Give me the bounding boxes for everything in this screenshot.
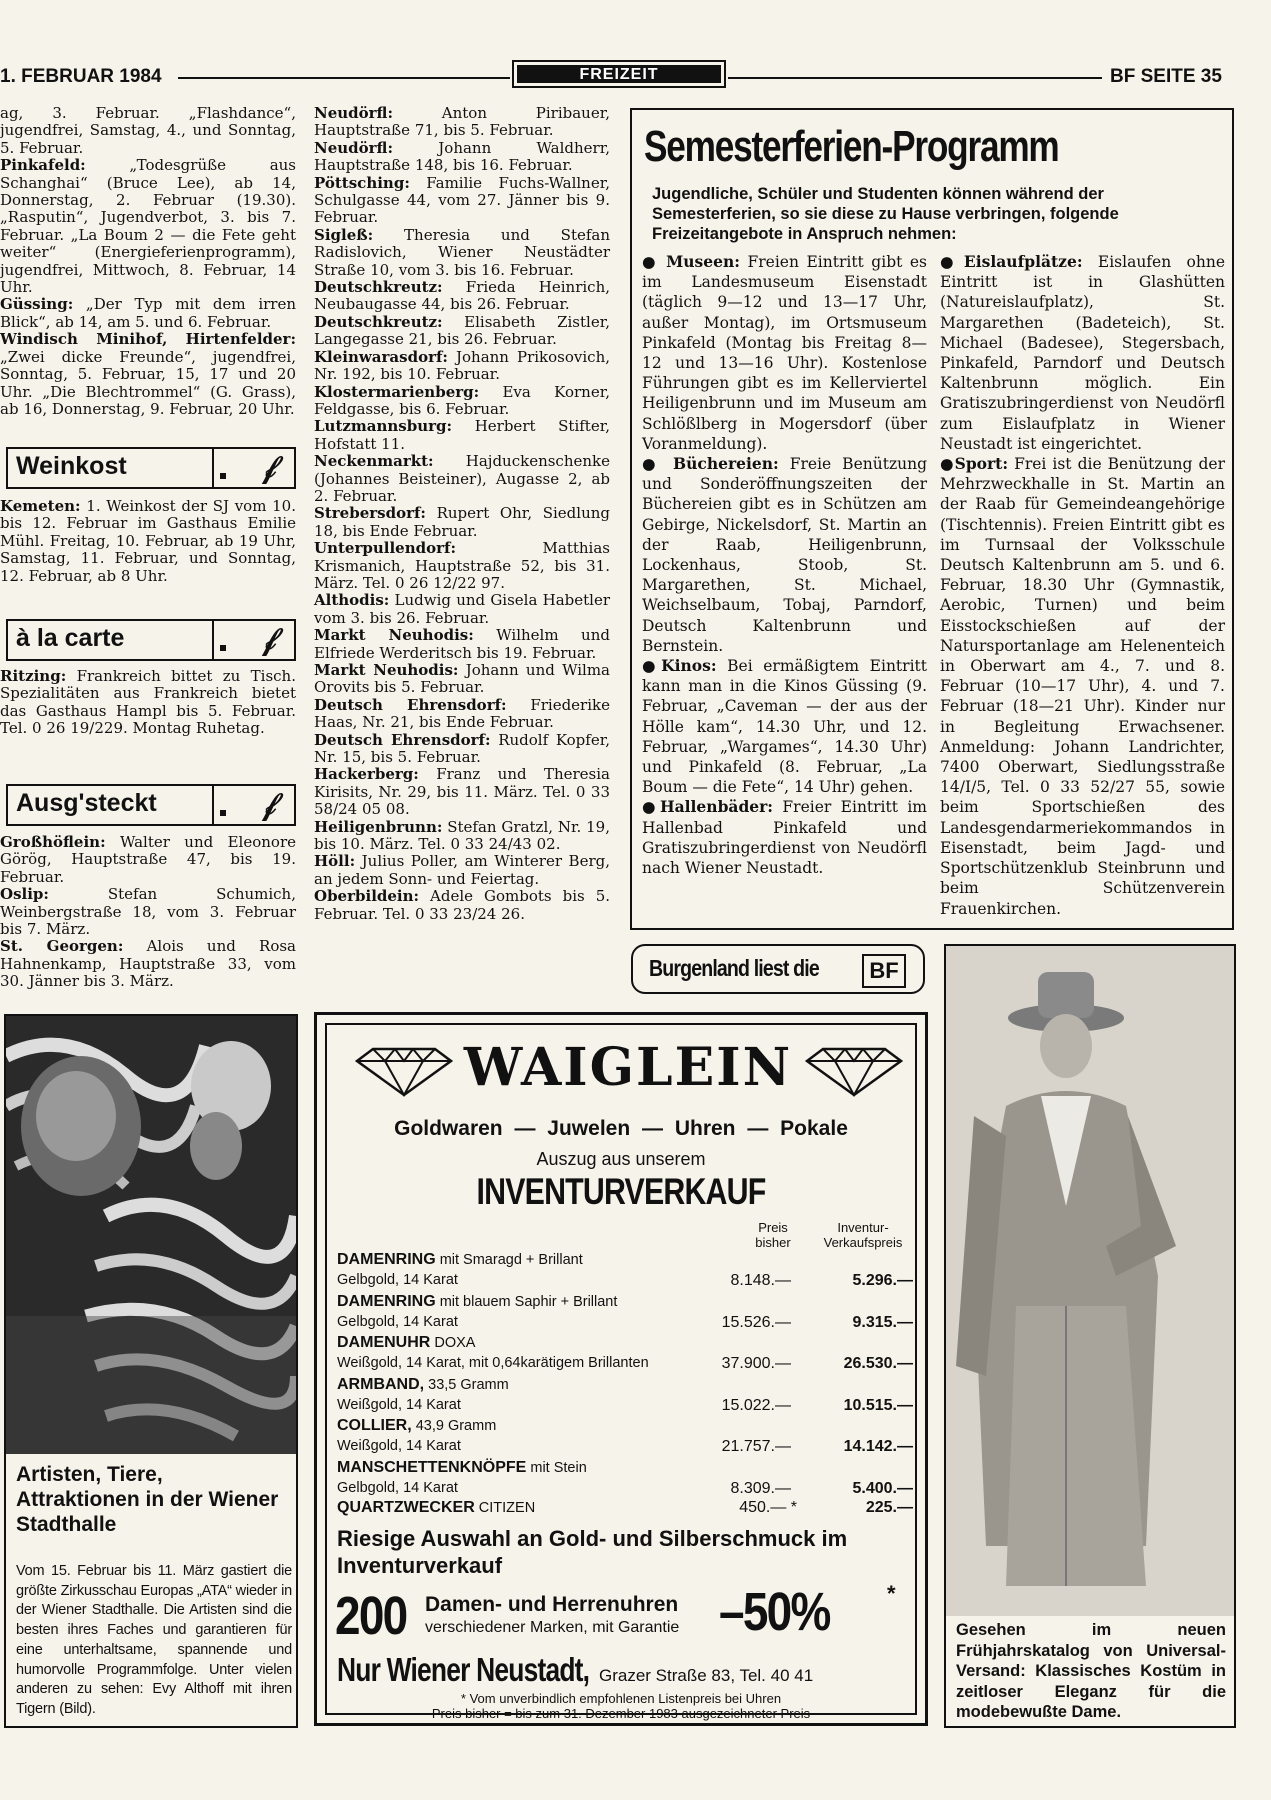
- entry-place: ● Museen:: [642, 252, 740, 271]
- fashion-photo: [946, 946, 1234, 1616]
- kino-listing: [0, 105, 296, 418]
- header-square-icon: [220, 473, 226, 479]
- entry-place: Deutsch Ehrensdorf:: [314, 730, 491, 749]
- weinkost-title: Weinkost: [16, 452, 127, 480]
- listing-entry: [642, 252, 927, 454]
- entry-place: Pinkafeld:: [0, 156, 86, 175]
- header-rule-right: [728, 77, 1102, 79]
- listing-entry: [314, 175, 610, 227]
- entry-place: Neudörfl:: [314, 104, 393, 122]
- entry-text: „Zwei dicke Freunde“, jugendfrei, Sonntag, 5. Februar, 15, 17 und 20 Uhr. „Die Blechtrommel“ (G. Grass), ab 16, Donnerstag, 9. Februar, 20 Uhr.: [0, 347, 296, 418]
- entry-place: Kemeten:: [0, 497, 81, 515]
- ausgsteckt-header: [6, 784, 296, 826]
- listing-entry: [642, 454, 927, 656]
- old-price: 8.148.—: [730, 1272, 791, 1289]
- entry-text: ag, 3. Februar. „Flashdance“, jugendfrei, Samstag, 4., und Sonntag, 5. Februar.: [0, 104, 296, 157]
- listing-entry: [314, 314, 610, 349]
- listing-entry: [314, 819, 610, 854]
- entry-text: Wilhelm und Elfriede Werderitsch bis 19. Februar.: [314, 626, 610, 662]
- listing-entry: [314, 592, 610, 627]
- new-price: 14.142.—: [843, 1438, 913, 1455]
- listing-entry: [314, 418, 610, 453]
- waiglein-ad: [314, 1012, 928, 1726]
- entry-place: Güssing:: [0, 295, 74, 314]
- entry-text: Alois und Rosa Hahnenkamp, Hauptstraße 33, vom 30. Jänner bis 3. März.: [0, 937, 296, 991]
- header-divider: [212, 621, 214, 659]
- listing-entry: [0, 886, 296, 938]
- bf-logo: BF: [862, 954, 906, 988]
- old-price: 450.— *: [739, 1499, 797, 1516]
- entry-place: Deutschkreutz:: [314, 278, 443, 297]
- header-date: 1. FEBRUAR 1984: [0, 66, 162, 87]
- skirt: [1006, 1306, 1146, 1586]
- item-name: MANSCHETTENKNÖPFE mit Stein: [337, 1458, 587, 1476]
- entry-place: Unterpullendorf:: [314, 539, 456, 558]
- entry-place: Strebersdorf:: [314, 504, 426, 523]
- old-price: 8.309.—: [730, 1479, 791, 1497]
- header-divider: [212, 449, 214, 487]
- price-row: [337, 1376, 917, 1418]
- header-square-icon: [220, 810, 226, 816]
- carte-title: à la carte: [16, 624, 125, 652]
- entry-place: Markt Neuhodis:: [314, 626, 474, 645]
- promo-badge: [631, 944, 925, 994]
- price-row: [337, 1293, 917, 1335]
- semester-box: [630, 108, 1234, 930]
- ad-location: [337, 1651, 917, 1689]
- promo-text: Burgenland liest die: [649, 955, 819, 981]
- entry-text: „Todesgrüße aus Schanghai“ (Bruce Lee), ab 14, Donnerstag, 2. Februar (19.30). „Rasputin“, Jugendverbot, 3. bis 7. Februar. „La Boum 2 — die Fete geht weiter“ (Energieferienprogramm), jugendfrei, Mittwoch, 8. Februar, 14 Uhr.: [0, 156, 296, 297]
- entry-text: Franz und Theresia Kirisits, Nr. 29, bis 11. März. Tel. 0 33 58/24 05 08.: [314, 765, 610, 819]
- listing-entry: [642, 656, 927, 797]
- listing-entry: [940, 454, 1225, 919]
- entry-text: Stefan Gratzl, Nr. 19, bis 10. März. Tel. 0 33 24/43 02.: [314, 817, 610, 854]
- entry-text: Julius Poller, am Winterer Berg, an jedem Sonn- und Feiertag.: [314, 852, 610, 888]
- entry-place: Althodis:: [314, 591, 390, 610]
- item-detail: Weißgold, 14 Karat: [337, 1438, 461, 1454]
- entry-text: Frei ist die Benützung der Mehrzweckhalle in St. Martin an der Raab für Gemeindeangehörige (Tischtennis). Freien Eintritt gibt es im Turnsaal der Volksschule Deutsch Kaltenbrunn am 5. und 6. Februar, 18.30 Uhr (Gymnastik, Aerobic, Turnen) und beim Eisstockschießen auf der Natursportanlage am Helenenteich in Oberwart am 4., 7. und 8. Februar (10—17 Uhr), 4. und 7. Februar (18—21 Uhr). Kinder nur in Begleitung Erwachsener. Anmeldung: Johann Landrichter, 7400 Oberwart, Siedlungsstraße 14/I/5, Tel. 0 33 52/27 55, sowie beim Sportschießen des Landesgendarmeriekommandos in Eisenstadt, beim Jagd- und Sportschützenklub Steinbrunn und beim Schützenverein Frauenkirchen.: [940, 455, 1225, 918]
- entry-text: Freie Benützung und Sonderöffnungszeiten der Büchereien gibt es in Schützen am Gebirge, Nickelsdorf, St. Martin an der Raab, Heiligenbrunn, Lockenhaus, Stoob, St. Margarethen, St. Michael, Weichselbaum, Tobaj, Parndorf, Deutsch Kaltenbrunn und Bernstein.: [642, 455, 927, 655]
- entry-text: Freier Eintritt im Hallenbad Pinkafeld und Gratiszubringerdienst von Neudörfl nach Wiener Neustadt.: [642, 798, 928, 878]
- ad-inner-frame: [325, 1023, 917, 1721]
- listing-entry: [314, 384, 610, 419]
- header-page: BF SEITE 35: [1110, 66, 1222, 87]
- heuriger-listing: [314, 105, 610, 923]
- ad-selection: Riesige Auswahl an Gold- und Silberschmuck im Inventurverkauf: [337, 1526, 848, 1578]
- carte-header: [6, 619, 296, 661]
- entry-place: Markt Neuhodis:: [314, 661, 459, 679]
- ad-brand: WAIGLEIN: [463, 1037, 793, 1098]
- entry-text: Johann und Wilma Orovits bis 5. Februar.: [314, 661, 610, 697]
- location-name: Nur Wiener Neustadt,: [337, 1651, 590, 1688]
- semester-right-column: [940, 252, 1225, 919]
- hat-crown: [1038, 972, 1094, 1018]
- entry-text: Anton Piribauer, Hauptstraße 71, bis 5. Februar.: [314, 104, 610, 140]
- listing-entry: [0, 331, 296, 418]
- entry-place: Oslip:: [0, 885, 49, 904]
- entry-text: 1. Weinkost der SJ vom 10. bis 12. Februar im Gasthaus Emilie Mühl. Freitag, 10. Februar, ab 19 Uhr, Samstag, 11. Februar, und Sonntag, 12. Februar, ab 8 Uhr.: [0, 497, 296, 585]
- entry-text: Walter und Eleonore Görög, Hauptstraße 47, bis 19. Februar.: [0, 833, 296, 886]
- entry-text: Eislaufen ohne Eintritt ist in Glashütten (Natureislaufplatz), St. Margarethen (Badeteich), St. Michael (Badesee), Stegersbach, Pinkafeld, Parndorf und Deutsch Kaltenbrunn möglich. Ein Gratiszubringerdienst von Neudörfl zum Eislaufplatz in Wiener Neustadt ist eingerichtet.: [940, 253, 1226, 453]
- entry-place: ●Eislaufplätze:: [940, 252, 1083, 271]
- semester-intro: Jugendliche, Schüler und Studenten können während der Semesterferien, so sie diese zu Hause verbringen, folgende Freizeitangebote in Anspruch nehmen:: [652, 185, 1119, 243]
- fashion-panel: [944, 944, 1236, 1728]
- listing-entry: [0, 296, 296, 331]
- entry-place: ●Sport:: [940, 454, 1009, 474]
- entry-text: Rudolf Kopfer, Nr. 15, bis 5. Februar.: [314, 730, 610, 767]
- new-price: 26.530.—: [843, 1355, 913, 1372]
- entry-text: Familie Fuchs-Wallner, Schulgasse 44, vom 27. Jänner bis 9. Februar.: [314, 173, 610, 227]
- item-name: ARMBAND, 33,5 Gramm: [337, 1375, 509, 1393]
- listing-entry: [314, 227, 610, 279]
- carte-listing: [0, 668, 296, 738]
- entry-place: Lutzmannsburg:: [314, 417, 453, 436]
- item-name: DAMENRING mit blauem Saphir + Brillant: [337, 1292, 618, 1310]
- section-tag: [512, 60, 726, 88]
- entry-place: Neudörfl:: [314, 138, 393, 157]
- listing-entry: [314, 279, 610, 314]
- location-address: Grazer Straße 83, Tel. 40 41: [594, 1666, 814, 1685]
- entry-place: Heiligenbrunn:: [314, 817, 443, 836]
- ausgsteckt-title: Ausg'steckt: [16, 789, 157, 817]
- ausgsteckt-listing: [0, 834, 296, 991]
- entry-place: Klostermarienberg:: [314, 382, 480, 401]
- entry-place: Großhöflein:: [0, 833, 106, 851]
- item-detail: Gelbgold, 14 Karat: [337, 1272, 458, 1288]
- listing-entry: [314, 105, 610, 140]
- entry-place: Kleinwarasdorf:: [314, 347, 448, 366]
- entry-text: Stefan Schumich, Weinbergstraße 18, vom 3. Februar bis 7. März.: [0, 885, 296, 939]
- item-name: COLLIER, 43,9 Gramm: [337, 1417, 497, 1434]
- item-name: DAMENRING mit Smaragd + Brillant: [337, 1251, 583, 1268]
- item-name: DAMENUHR DOXA: [337, 1334, 476, 1351]
- listing-entry: [314, 888, 610, 923]
- semester-title: Semesterferien-Programm: [644, 122, 1059, 171]
- entry-text: Rupert Ohr, Siedlung 18, bis Ende Februar.: [314, 504, 610, 540]
- listing-entry: [0, 157, 296, 296]
- new-price: 9.315.—: [852, 1313, 913, 1331]
- listing-entry: [0, 938, 296, 990]
- entry-text: Adele Gombots bis 5. Februar. Tel. 0 33 23/24 26.: [314, 887, 610, 923]
- item-detail: Weißgold, 14 Karat, mit 0,64karätigem Brillanten: [337, 1355, 649, 1371]
- entry-place: Deutschkreutz:: [314, 312, 443, 331]
- listing-entry: [940, 252, 1225, 454]
- listing-entry: [314, 627, 610, 662]
- entry-place: Neckenmarkt:: [314, 452, 434, 471]
- circus-panel: [4, 1014, 298, 1728]
- listing-entry: [314, 453, 610, 505]
- new-price: 5.296.—: [852, 1272, 913, 1289]
- ad-tagline: Goldwaren — Juwelen — Uhren — Pokale: [394, 1117, 848, 1140]
- listing-entry: [314, 662, 610, 697]
- entry-text: Eva Korner, Feldgasse, bis 6. Februar.: [314, 382, 610, 418]
- listing-entry: [314, 140, 610, 175]
- diamond-icon: [805, 1047, 903, 1097]
- listing-entry: [0, 668, 296, 738]
- entry-text: Freien Eintritt gibt es im Landesmuseum Eisenstadt (täglich 9—12 und 13—17 Uhr, außer Montag), im Ortsmuseum Pinkafeld (Montag bis Freitag 8—12 und 13—16 Uhr). Kostenlose Führungen gibt es im Kellerviertel Heiligenbrunn und im Museum am Schlößlberg in Mogersdorf (über Voranmeldung).: [642, 253, 927, 453]
- entry-place: Deutsch Ehrensdorf:: [314, 695, 507, 714]
- ad-footnote: * Vom unverbindlich empfohlenen Listenpreis bei Uhren Preis bisher = bis zum 31. Dezember 1983 ausgezeichneter Preis: [431, 1691, 811, 1721]
- old-price: 37.900.—: [721, 1355, 791, 1372]
- price-row: [337, 1417, 917, 1459]
- new-price: 10.515.—: [843, 1396, 913, 1414]
- entry-text: Hajduckenschenke (Johannes Beisteiner), Augasse 2, ab 2. Februar.: [314, 452, 610, 505]
- new-price: 225.—: [865, 1499, 913, 1516]
- entry-text: „Der Typ mit dem irren Blick“, ab 14, am 5. und 6. Februar.: [0, 295, 296, 331]
- item-detail: Weißgold, 14 Karat: [337, 1396, 461, 1413]
- entry-place: Hackerberg:: [314, 765, 419, 784]
- entry-place: Höll:: [314, 852, 356, 871]
- section-label: FREIZEIT: [517, 65, 721, 83]
- circus-text: Vom 15. Februar bis 11. März gastiert die größte Zirkusschau Europas „ATA“ wieder in der Wiener Stadthalle. Die Artisten sind die besten ihres Faches und garantieren für eine unterhaltsame, spannende und humorvolle Programmfolge. Unter vielen anderen zu sehen: Evy Althoff mit ihren Tigern (Bild).: [16, 1563, 292, 1717]
- listing-entry: [314, 853, 610, 888]
- entry-text: Friederike Haas, Nr. 21, bis Ende Februar.: [314, 695, 610, 732]
- entry-text: Elisabeth Zistler, Langegasse 21, bis 26. Februar.: [314, 312, 610, 349]
- item-name: QUARTZWECKER CITIZEN: [337, 1499, 536, 1516]
- semester-left-column: [642, 252, 927, 878]
- price-row-quartzwecker: [337, 1499, 917, 1521]
- entry-text: Johann Waldherr, Hauptstraße 148, bis 16. Februar.: [314, 138, 610, 175]
- listing-entry: [314, 732, 610, 767]
- discount-star: *: [887, 1581, 896, 1606]
- glass-icon: 𝒻: [262, 787, 276, 822]
- listing-entry: [314, 540, 610, 592]
- price-row: [337, 1459, 917, 1501]
- old-price: 15.022.—: [721, 1396, 791, 1414]
- ad-headline: INVENTURVERKAUF: [476, 1171, 766, 1212]
- new-price: 5.400.—: [852, 1479, 913, 1497]
- entry-text: Johann Prikosovich, Nr. 192, bis 10. Februar.: [314, 347, 610, 384]
- glass-icon: 𝒻: [262, 450, 276, 485]
- watches-subtext: verschiedener Marken, mit Garantie: [425, 1619, 680, 1636]
- entry-text: Herbert Stifter, Hofstatt 11.: [314, 417, 610, 453]
- price-row: [337, 1334, 917, 1376]
- old-price: 21.757.—: [721, 1438, 791, 1455]
- listing-entry: [642, 797, 927, 878]
- entry-place: ●Hallenbäder:: [642, 797, 774, 817]
- entry-place: St. Georgen:: [0, 937, 124, 956]
- header-rule-left: [178, 77, 510, 79]
- ad-subline: Auszug aus unserem: [536, 1149, 706, 1169]
- entry-place: ● Büchereien:: [642, 454, 779, 474]
- entry-text: Theresia und Stefan Radislovich, Wiener Neustädter Straße 10, vom 3. bis 16. Februar.: [314, 225, 610, 279]
- item-detail: Gelbgold, 14 Karat: [337, 1479, 458, 1496]
- weinkost-header: [6, 447, 296, 489]
- entry-text: Matthias Krismanich, Hauptstraße 52, bis 31. März. Tel. 0 26 12/22 97.: [314, 539, 610, 592]
- listing-entry: [0, 498, 296, 585]
- col-old-price-header: Preis bisher: [755, 1220, 791, 1250]
- entry-text: Ludwig und Gisela Habetler vom 3. bis 26. Februar.: [314, 591, 610, 627]
- fashion-caption: Gesehen im neuen Frühjahrskatalog von Universal-Versand: Klassisches Kostüm in zeitloser Eleganz für die modebewußte Dame.: [956, 1621, 1226, 1721]
- discount-label: –50%: [719, 1582, 830, 1642]
- face: [1040, 1014, 1092, 1078]
- entry-text: Frankreich bittet zu Tisch. Spezialitäten aus Frankreich bietet das Gasthaus Hampl bis 5. Februar. Tel. 0 26 19/229. Montag Ruhetag.: [0, 667, 296, 738]
- listing-entry: [314, 505, 610, 540]
- col-new-price-header: Inventur- Verkaufspreis: [823, 1220, 903, 1250]
- glass-icon: 𝒻: [262, 622, 276, 657]
- price-row: [337, 1251, 917, 1293]
- entry-place: Ritzing:: [0, 667, 67, 685]
- entry-place: Windisch Minihof, Hirtenfelder:: [0, 330, 296, 349]
- circus-title: Artisten, Tiere, Attraktionen in der Wiener Stadthalle: [16, 1463, 279, 1536]
- entry-text: Bei ermäßigtem Eintritt kann man in die Kinos Güssing (9. Februar, „Caveman — der aus der Hölle kam“, 14.30 Uhr, und 12. Februar, „Wargames“, 14.30 Uhr) und Pinkafeld (8. Februar, „La Boum — die Fete“, 14 Uhr) gehen.: [642, 657, 927, 797]
- header-divider: [212, 786, 214, 824]
- listing-entry: [314, 766, 610, 818]
- listing-entry: [0, 834, 296, 886]
- listing-entry: [314, 697, 610, 732]
- entry-place: Pöttsching:: [314, 173, 410, 192]
- item-detail: Gelbgold, 14 Karat: [337, 1313, 458, 1330]
- entry-text: Frieda Heinrich, Neubaugasse 44, bis 26. Februar.: [314, 278, 610, 314]
- listing-entry: [0, 105, 296, 157]
- old-price: 15.526.—: [721, 1313, 791, 1331]
- entry-place: Oberbildein:: [314, 887, 420, 906]
- entry-place: ●Kinos:: [642, 656, 717, 676]
- listing-entry: [314, 349, 610, 384]
- entry-place: Sigleß:: [314, 225, 374, 244]
- header-square-icon: [220, 645, 226, 651]
- diamond-icon: [355, 1047, 453, 1097]
- watches-number: 200: [335, 1586, 407, 1646]
- circus-photo: [6, 1016, 296, 1454]
- weinkost-listing: [0, 498, 296, 585]
- watches-text: Damen- und Herrenuhren: [425, 1593, 679, 1616]
